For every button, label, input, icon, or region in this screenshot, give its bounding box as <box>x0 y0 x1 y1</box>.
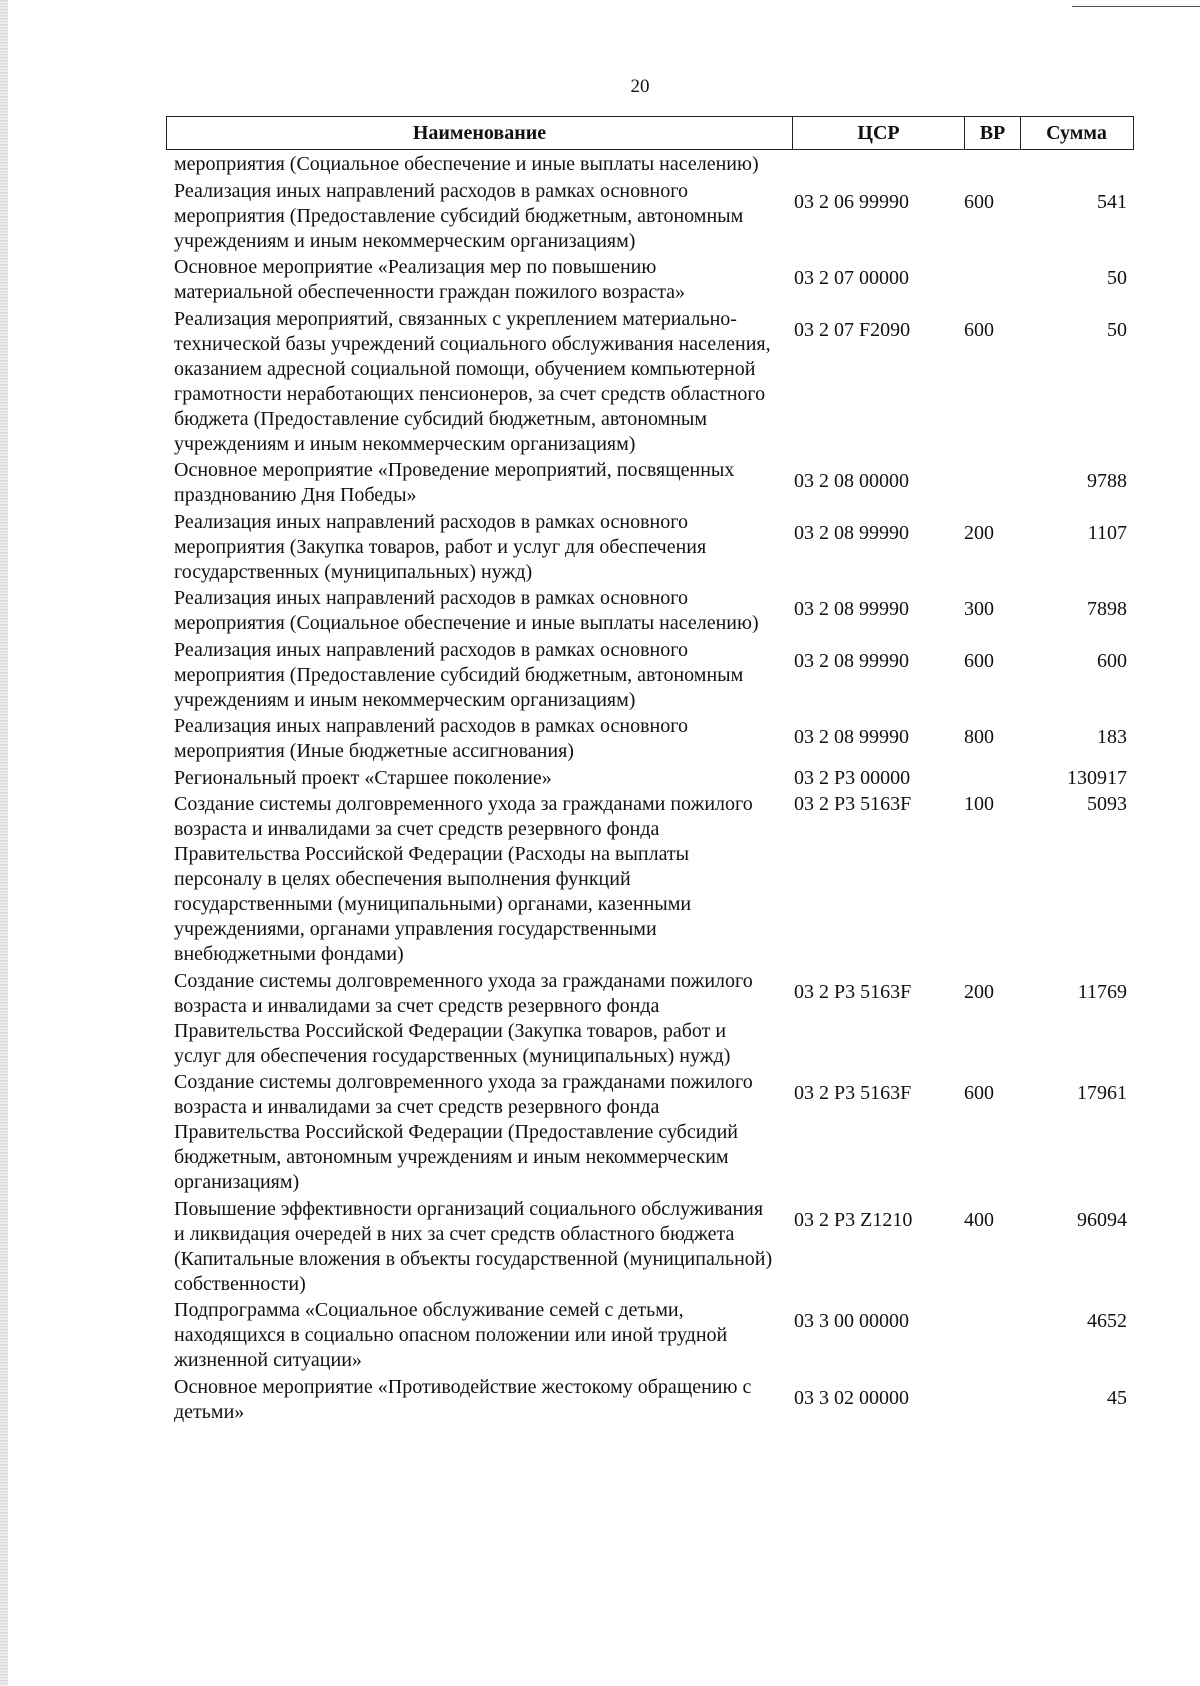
cell-vr <box>964 255 1020 305</box>
cell-sum: 9788 <box>1087 470 1127 492</box>
cell-csr <box>792 152 964 177</box>
cell-sum: 45 <box>1107 1386 1127 1409</box>
cell-sum: 5093 <box>1087 793 1127 815</box>
cell-name: Основное мероприятие «Проведение мероприятий, посвященных празднованию Дня Победы» <box>174 459 735 506</box>
cell-csr: 03 2 P3 5163F <box>794 793 912 815</box>
cell-sum: 183 <box>1097 726 1127 748</box>
cell-csr: 03 2 08 00000 <box>794 470 909 492</box>
table-row <box>166 179 1134 254</box>
cell-sum <box>1020 152 1131 177</box>
cell-csr: 03 2 08 99990 <box>794 598 909 620</box>
cell-csr: 03 2 08 99990 <box>794 521 909 544</box>
table-row <box>166 458 1134 508</box>
page-number: 20 <box>630 76 650 97</box>
table-header <box>166 116 1134 150</box>
cell-csr: 03 2 08 99990 <box>794 726 909 748</box>
cell-vr: 600 <box>964 649 994 672</box>
header-vr: ВР <box>965 117 1021 149</box>
cell-vr <box>964 766 1020 791</box>
cell-name: Реализация иных направлений расходов в рамках основного мероприятия (Иные бюджетные ассигнования) <box>174 715 688 762</box>
cell-csr: 03 2 P3 5163F <box>794 980 912 1003</box>
cell-name: мероприятия (Социальное обеспечение и иные выплаты населению) <box>174 153 759 175</box>
cell-vr: 200 <box>964 980 994 1003</box>
cell-vr <box>964 1375 1020 1425</box>
cell-sum: 50 <box>1107 267 1127 289</box>
cell-sum: 4652 <box>1087 1310 1127 1332</box>
table-row <box>166 307 1134 457</box>
cell-name: Реализация иных направлений расходов в рамках основного мероприятия (Социальное обеспечение и иные выплаты населению) <box>174 587 759 634</box>
cell-vr: 400 <box>964 1208 994 1231</box>
table-row <box>166 510 1134 585</box>
cell-vr: 800 <box>964 726 994 748</box>
cell-sum: 50 <box>1107 318 1127 341</box>
cell-vr: 200 <box>964 521 994 544</box>
header-name: Наименование <box>167 117 793 149</box>
cell-csr: 03 2 06 99990 <box>794 190 909 213</box>
cell-name: Основное мероприятие «Противодействие жестокому обращению с детьми» <box>174 1375 752 1423</box>
table-row <box>166 586 1134 636</box>
table-row <box>166 792 1134 967</box>
scan-edge <box>0 0 8 1686</box>
cell-name: Реализация иных направлений расходов в рамках основного мероприятия (Предоставление субсидий бюджетным, автономным учреждениям и иным некоммерческим организациям) <box>174 179 744 252</box>
cell-sum: 11769 <box>1077 980 1127 1003</box>
cell-name: Реализация иных направлений расходов в рамках основного мероприятия (Предоставление субсидий бюджетным, автономным учреждениям и иным некоммерческим организациям) <box>174 638 744 711</box>
cell-sum: 17961 <box>1077 1082 1127 1104</box>
cell-vr <box>964 152 1020 177</box>
corner-line <box>1072 6 1200 7</box>
table-row <box>166 152 1134 177</box>
cell-name: Региональный проект «Старшее поколение» <box>174 766 552 789</box>
cell-csr: 03 2 07 00000 <box>794 267 909 289</box>
cell-name: Создание системы долговременного ухода за гражданами пожилого возраста и инвалидами за счет средств резервного фонда Правительства Российской Федерации (Расходы на выплаты персоналу в целях обеспечения выполнения функций государственными (муниципальными) органами, казенными учреждениями, органами управления государственными внебюджетными фондами) <box>174 793 753 965</box>
table-row <box>166 255 1134 305</box>
table-body <box>166 152 1134 1426</box>
cell-csr: 03 2 P3 5163F <box>794 1082 912 1104</box>
table-row <box>166 1070 1134 1195</box>
cell-csr: 03 3 02 00000 <box>794 1386 909 1409</box>
cell-csr: 03 2 P3 00000 <box>794 766 911 789</box>
cell-csr: 03 2 07 F2090 <box>794 318 911 341</box>
cell-csr: 03 3 00 00000 <box>794 1310 909 1332</box>
cell-name: Создание системы долговременного ухода за гражданами пожилого возраста и инвалидами за счет средств резервного фонда Правительства Российской Федерации (Предоставление субсидий бюджетным, автономным учреждениям и иным некоммерческим организациям) <box>174 1071 753 1193</box>
table-row <box>166 766 1134 791</box>
header-sum: Сумма <box>1046 121 1107 144</box>
cell-vr: 600 <box>964 190 994 213</box>
cell-name: Подпрограмма «Социальное обслуживание семей с детьми, находящихся в социально опасном положении или иной трудной жизненной ситуации» <box>174 1299 728 1371</box>
cell-name: Реализация мероприятий, связанных с укреплением материально-технической базы учреждений социального обслуживания населения, оказанием адресной социальной помощи, обучением компьютерной грамотности неработающих пенсионеров, за счет средств областного бюджета (Предоставление субсидий бюджетным, автономным учреждениям и иным некоммерческим организациям) <box>174 307 771 455</box>
cell-vr <box>964 458 1020 508</box>
cell-sum: 96094 <box>1077 1208 1127 1231</box>
table-row <box>166 714 1134 764</box>
cell-name: Повышение эффективности организаций социального обслуживания и ликвидация очередей в них за счет средств областного бюджета (Капитальные вложения в объекты государственной (муниципальной) собственности) <box>174 1197 773 1295</box>
cell-vr <box>964 1298 1020 1373</box>
cell-vr: 600 <box>964 318 994 341</box>
cell-vr: 100 <box>964 793 994 815</box>
cell-csr: 03 2 P3 Z1210 <box>794 1208 913 1231</box>
header-csr: ЦСР <box>793 117 965 149</box>
cell-name: Основное мероприятие «Реализация мер по повышению материальной обеспеченности граждан пожилого возраста» <box>174 256 686 303</box>
cell-sum: 7898 <box>1087 598 1127 620</box>
cell-vr: 300 <box>964 598 994 620</box>
cell-sum: 1107 <box>1087 521 1127 544</box>
cell-sum: 600 <box>1097 649 1127 672</box>
table-row <box>166 969 1134 1069</box>
table-row <box>166 1375 1134 1425</box>
table-row <box>166 1298 1134 1373</box>
table-row <box>166 638 1134 713</box>
cell-sum: 130917 <box>1067 766 1127 789</box>
cell-name: Создание системы долговременного ухода за гражданами пожилого возраста и инвалидами за счет средств резервного фонда Правительства Российской Федерации (Закупка товаров, работ и услуг для обеспечения государственных (муниципальных) нужд) <box>174 969 753 1067</box>
cell-csr: 03 2 08 99990 <box>794 649 909 672</box>
cell-name: Реализация иных направлений расходов в рамках основного мероприятия (Закупка товаров, работ и услуг для обеспечения государственных (муниципальных) нужд) <box>174 510 707 583</box>
cell-vr: 600 <box>964 1082 994 1104</box>
cell-sum: 541 <box>1097 190 1127 213</box>
table-row <box>166 1197 1134 1297</box>
